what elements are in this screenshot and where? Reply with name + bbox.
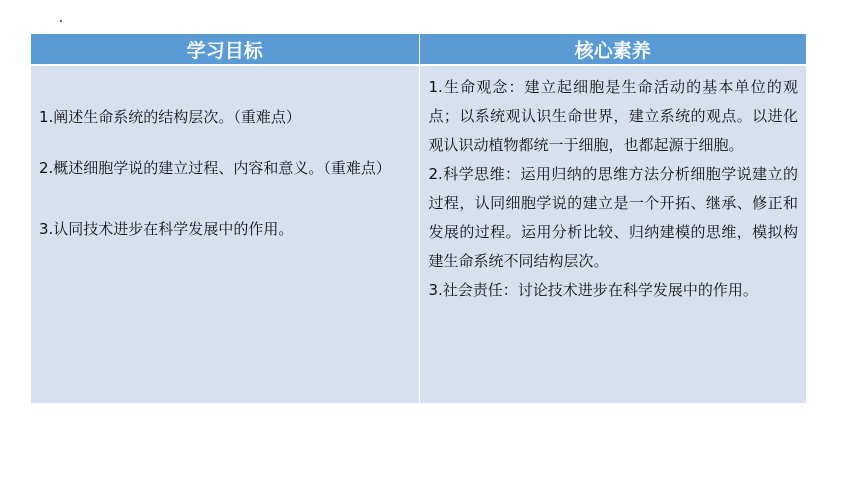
header-learning-objectives: 学习目标	[31, 34, 419, 65]
objective-item-1: 1.阐述生命系统的结构层次。（重难点）	[39, 108, 301, 126]
objective-item-3: 3.认同技术进步在科学发展中的作用。	[39, 220, 294, 238]
decorative-dot	[60, 20, 62, 22]
literacy-item-3: 3.社会责任：讨论技术进步在科学发展中的作用。	[428, 281, 758, 299]
learning-goals-table	[31, 34, 806, 403]
literacy-item-1: 1.生命观念：建立起细胞是生命活动的基本单位的观点；以系统观认识生命世界，建立系统的观点。以进化观认识动植物都统一于细胞，也都起源于细胞。	[428, 78, 798, 154]
table-header-row	[31, 34, 806, 65]
objectives-cell	[31, 65, 419, 403]
objective-item-2: 2.概述细胞学说的建立过程、内容和意义。（重难点）	[39, 159, 391, 177]
header-core-literacy: 核心素养	[419, 34, 806, 65]
literacy-item-2: 2.科学思维：运用归纳的思维方法分析细胞学说建立的过程，认同细胞学说的建立是一个开拓、继承、修正和发展的过程。运用分析比较、归纳建模的思维，模拟构建生命系统不同结构层次。	[428, 165, 798, 270]
literacy-cell	[419, 65, 806, 403]
table-row	[31, 65, 806, 403]
